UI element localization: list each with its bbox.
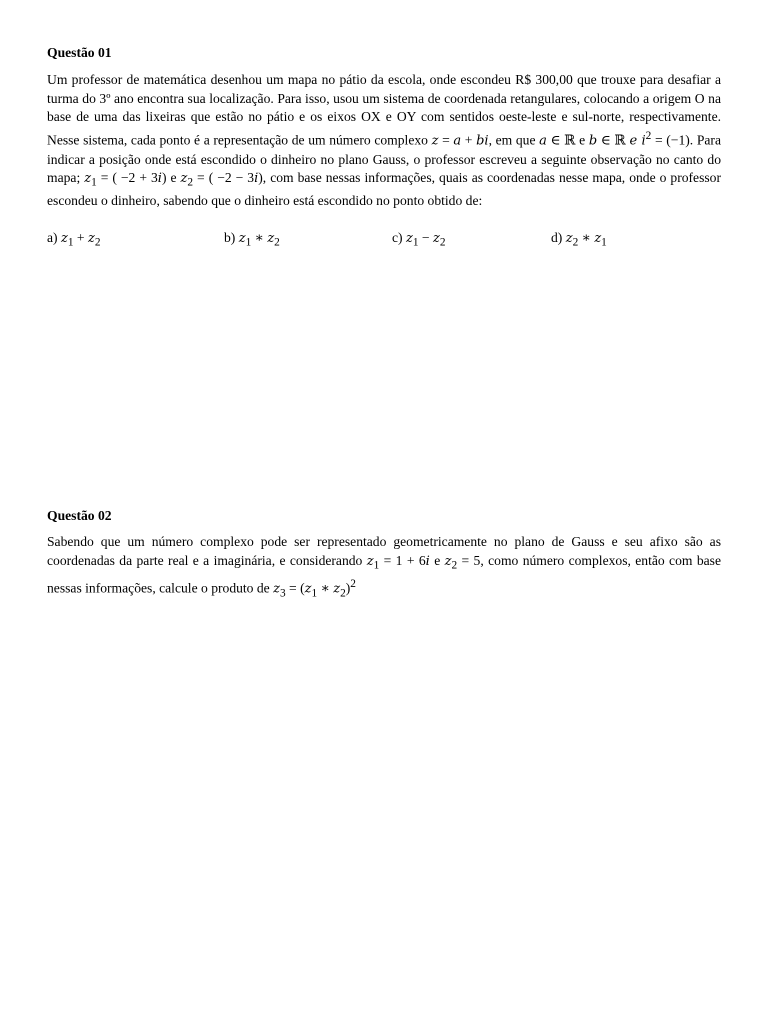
option-d-expression: $z_2$ ∗ $z_1$ bbox=[565, 230, 607, 249]
question-02-title: Questão 02 bbox=[47, 508, 112, 523]
option-d-label: d) bbox=[551, 230, 566, 245]
question-02-text: Sabendo que um número complexo pode ser representado geometricamente no plano de Gauss e seu afixo são as coordenadas da parte real e a imaginária, e considerando $z_1 = 1 + 6i$ e $z_2 = 5$, como número complexos, então com base nessas informações, calcule o produto de $z_3 = (z_1$ ∗ $z_2)^2$ bbox=[47, 534, 721, 599]
option-b-expression: $z_1$ ∗ $z_2$ bbox=[238, 230, 280, 249]
option-c-label: c) bbox=[392, 230, 406, 245]
option-c-expression: $z_1 - z_2$ bbox=[405, 230, 446, 249]
option-d bbox=[551, 229, 607, 252]
option-b-label: b) bbox=[224, 230, 239, 245]
question-01-title: Questão 01 bbox=[47, 45, 112, 60]
question-01-text: Um professor de matemática desenhou um mapa no pátio da escola, onde escondeu R$ 300,00 que trouxe para desafiar a turma do 3º ano encontra sua localização. Para isso, usou um sistema de coordenada retangulares, colocando a origem O na base de uma das lixeiras que estão no pátio e os eixos OX e OY com sentidos oeste-leste e sul-norte, respectivamente. Nesse sistema, cada ponto é a representação de um número complexo z = a + bi, em que a ∈ ℝ e b ∈ ℝ e $i^2 = (-1)$. Para indicar a posição onde está escondido o dinheiro no plano Gauss, o professor escreveu a seguinte observação no canto do mapa; $z_1$ = ( −2 + 3i) e $z_2$ = ( −2 − 3i), com base nessas informações, quais as coordenadas nesse mapa, onde o professor escondeu o dinheiro, sabendo que o dinheiro está escondido no ponto obtido de: bbox=[47, 72, 721, 209]
option-a-label: a) bbox=[47, 230, 61, 245]
option-c bbox=[392, 229, 446, 252]
option-b bbox=[224, 229, 280, 252]
option-a bbox=[47, 229, 101, 252]
option-a-expression: $z_1 + z_2$ bbox=[60, 230, 101, 249]
question-01-options bbox=[47, 229, 721, 249]
